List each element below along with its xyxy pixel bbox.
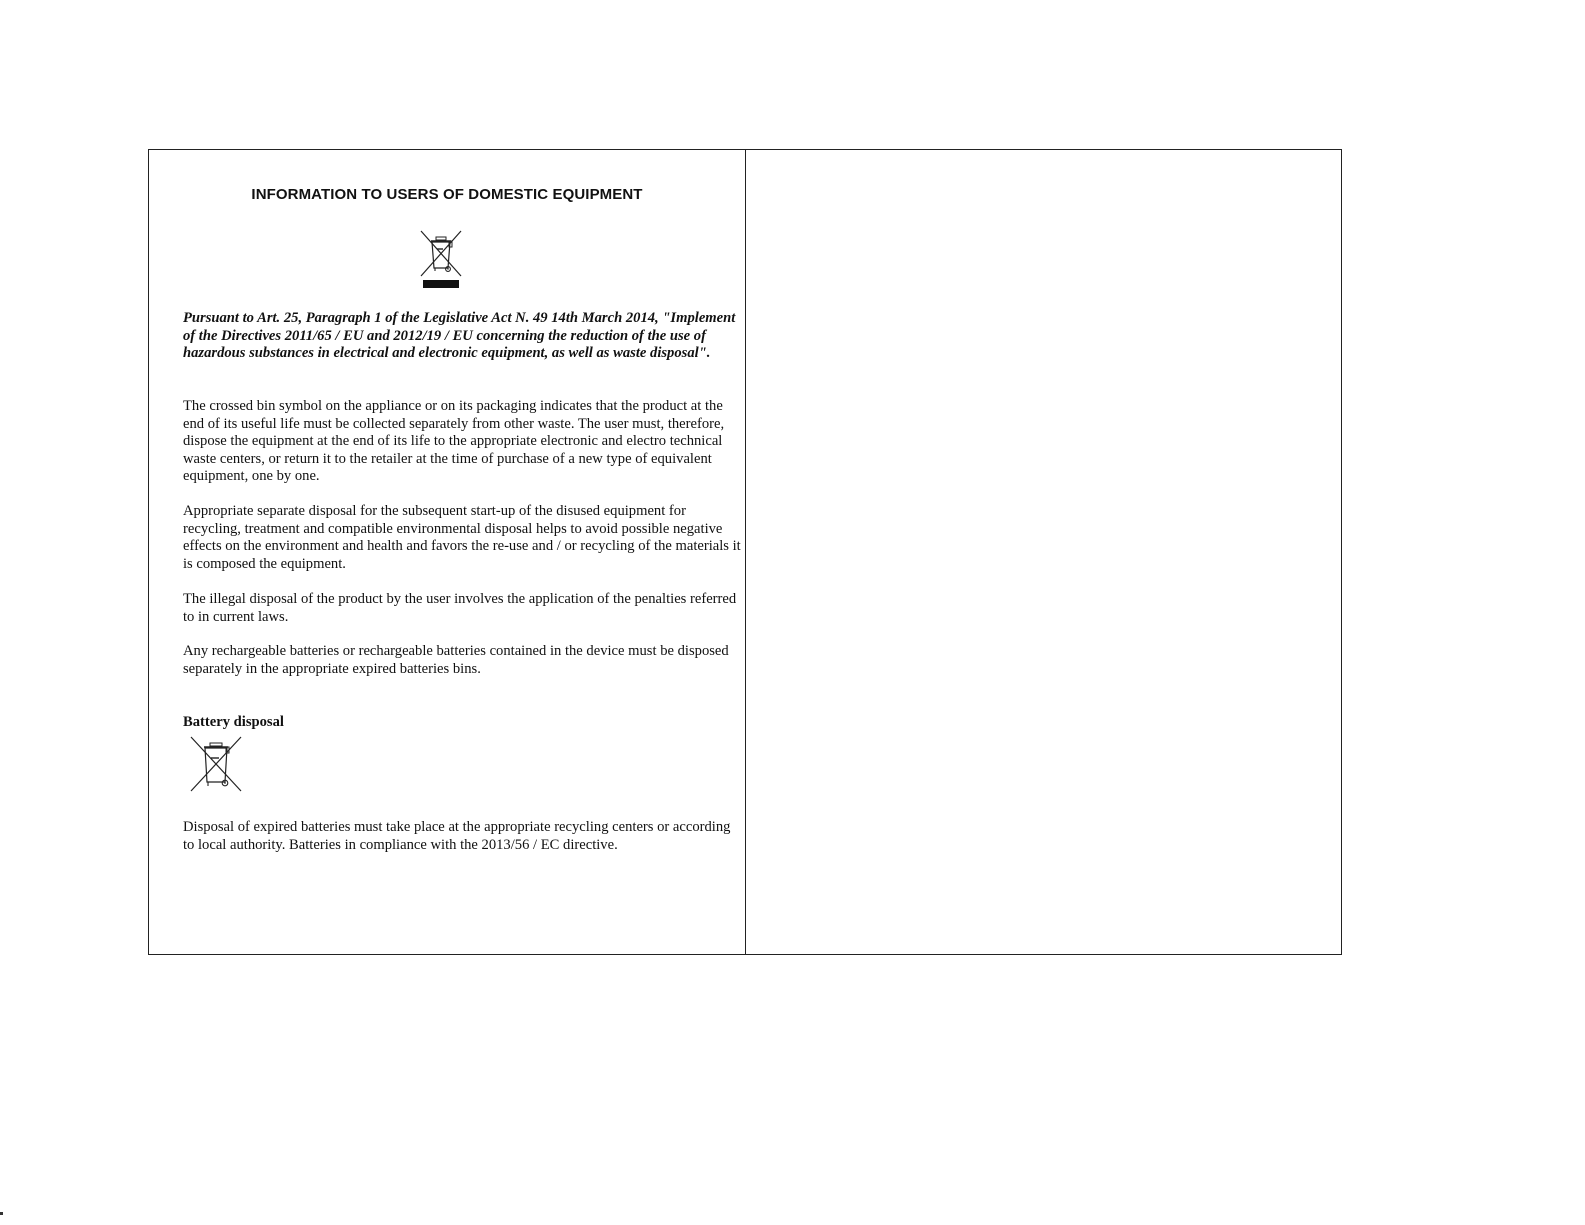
document-sheet — [148, 149, 1342, 955]
paragraph-crossed-bin: The crossed bin symbol on the appliance or on its packaging indicates that the product at the end of its useful life must be collected separately from other waste. The user must, therefore, dispose the equipment at the end of its life to the appropriate electronic and electro technical waste centers, or return it to the retailer at the time of purchase of a new type of equivalent equipment, one by one. — [183, 398, 725, 485]
paragraph-rechargeable-batteries: Any rechargeable batteries or rechargeable batteries contained in the device must be disposed separately in the appropriate expired batteries bins. — [183, 643, 729, 677]
battery-disposal-text: Disposal of expired batteries must take place at the appropriate recycling centers or according to local authority. Batteries in compliance with the 2013/56 / EC directive. — [183, 819, 731, 853]
document-title: INFORMATION TO USERS OF DOMESTIC EQUIPMENT — [251, 186, 643, 203]
scan-mark — [0, 1212, 3, 1215]
right-page-blank — [746, 150, 1342, 954]
crossed-bin-icon — [420, 230, 462, 288]
battery-disposal-heading: Battery disposal — [183, 714, 284, 730]
left-page — [149, 150, 745, 954]
battery-crossed-bin-icon — [190, 736, 242, 792]
paragraph-illegal-disposal: The illegal disposal of the product by the user involves the application of the penalties referred to in current laws. — [183, 591, 737, 625]
legal-reference: Pursuant to Art. 25, Paragraph 1 of the Legislative Act N. 49 14th March 2014, "Implement of the Directives 2011/65 / EU and 2012/19 / EU concerning the reduction of the use of hazardous substances in electrical and electronic equipment, as well as waste disposal". — [183, 310, 736, 362]
paragraph-separate-disposal: Appropriate separate disposal for the subsequent start-up of the disused equipment for recycling, treatment and compatible environmental disposal helps to avoid possible negative effects on the environment and health and favors the re-use and / or recycling of the materials it is composed the equipment. — [183, 503, 741, 572]
